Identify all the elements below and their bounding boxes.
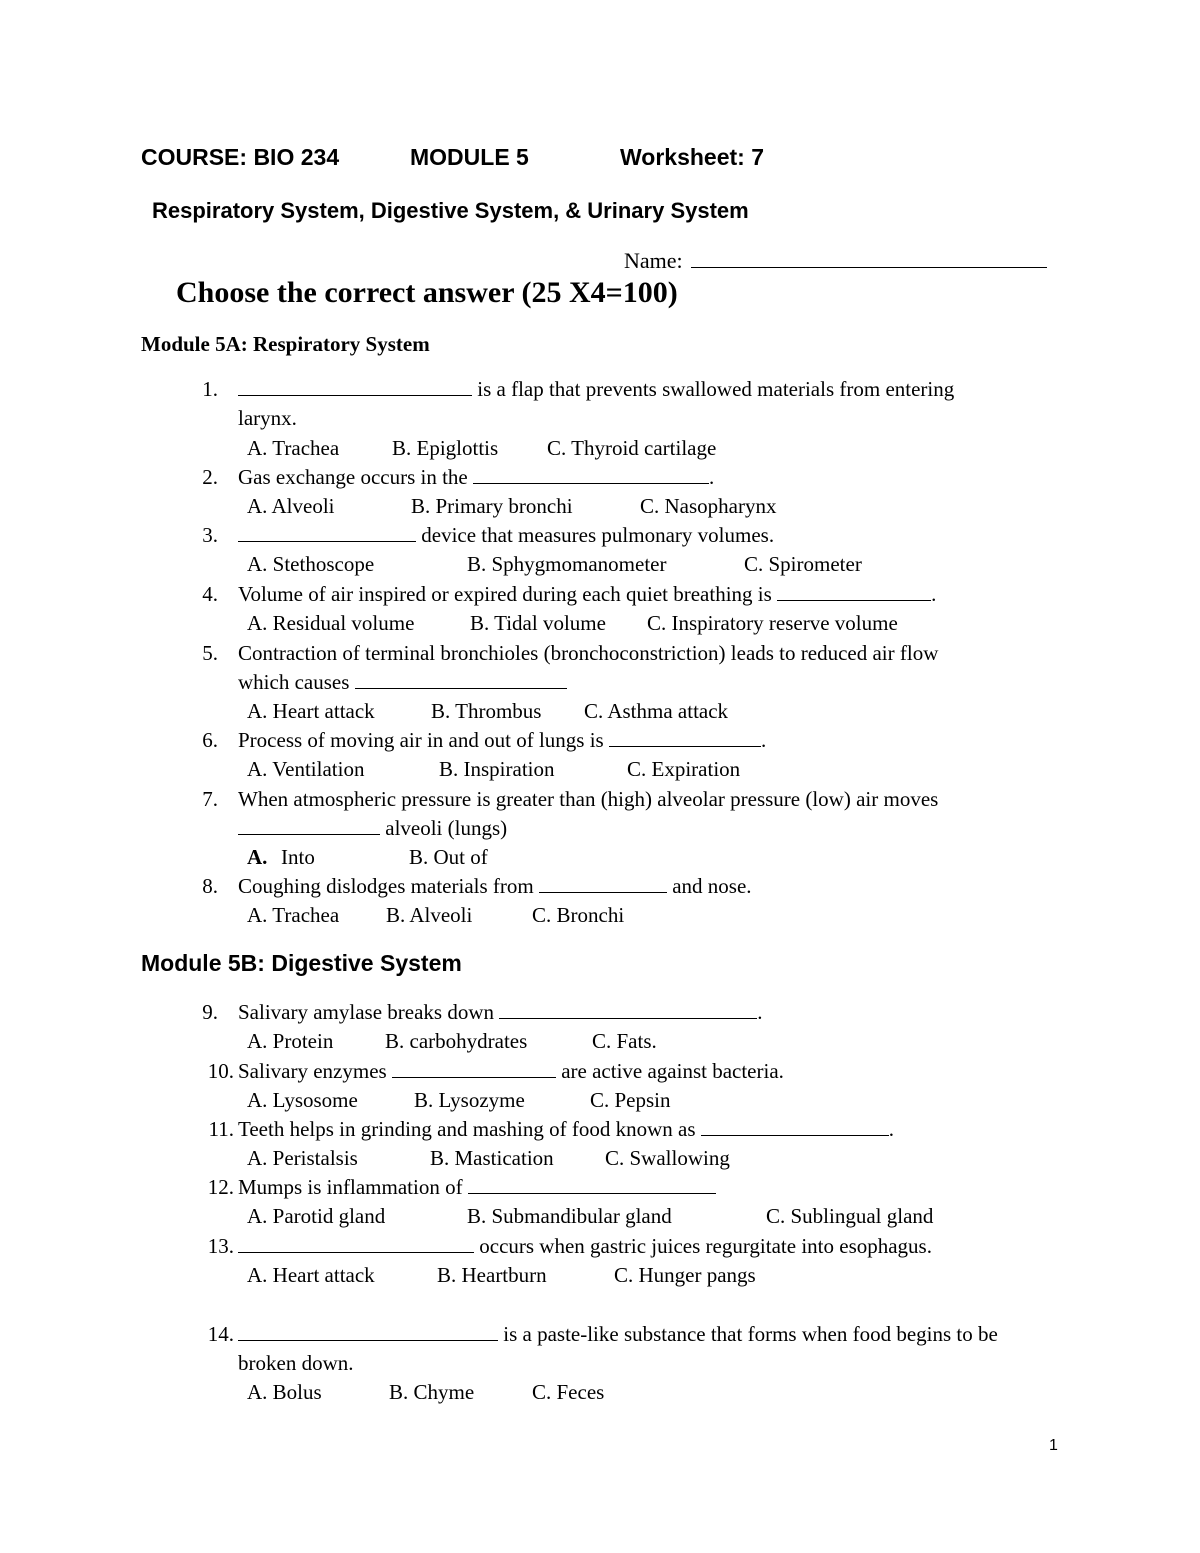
- option-c[interactable]: C. Asthma attack: [584, 699, 729, 723]
- option-a[interactable]: A. Lysosome: [247, 1088, 358, 1112]
- answer-blank[interactable]: [238, 377, 472, 396]
- option-b[interactable]: B. Tidal volume: [470, 611, 606, 635]
- answer-blank[interactable]: [238, 1322, 498, 1341]
- question-text: Teeth helps in grinding and mashing of food known as .: [238, 1117, 895, 1141]
- option-b[interactable]: B. Thrombus: [431, 699, 542, 723]
- question-text: is a paste-like substance that forms when food begins to be: [238, 1322, 998, 1347]
- option-a[interactable]: A. Heart attack: [247, 699, 375, 723]
- option-c[interactable]: C. Spirometer: [744, 552, 862, 576]
- answer-blank[interactable]: [777, 582, 931, 601]
- option-a[interactable]: A.: [247, 845, 268, 869]
- option-c[interactable]: C. Sublingual gland: [766, 1204, 934, 1228]
- answer-blank[interactable]: [609, 728, 761, 747]
- option-a[interactable]: A. Heart attack: [247, 1263, 375, 1287]
- option-b[interactable]: B. Lysozyme: [414, 1088, 525, 1112]
- question-text-continued: which causes: [238, 670, 567, 695]
- name-label: Name:: [624, 248, 683, 273]
- option-b[interactable]: B. Inspiration: [439, 757, 555, 781]
- question-number: 2.: [202, 465, 218, 489]
- option-c[interactable]: C. Inspiratory reserve volume: [647, 611, 898, 635]
- answer-blank[interactable]: [499, 1000, 757, 1019]
- option-a[interactable]: A. Protein: [247, 1029, 334, 1053]
- option-a[interactable]: A. Bolus: [247, 1380, 322, 1404]
- option-b[interactable]: B. Sphygmomanometer: [467, 552, 667, 576]
- worksheet-label: Worksheet: 7: [620, 144, 765, 170]
- option-c[interactable]: C. Feces: [532, 1380, 605, 1404]
- question-number: 8.: [202, 874, 218, 898]
- option-b[interactable]: B. Heartburn: [437, 1263, 547, 1287]
- question-text: Volume of air inspired or expired during each quiet breathing is .: [238, 582, 937, 606]
- option-c[interactable]: C. Expiration: [627, 757, 741, 781]
- section-title-digestive: Module 5B: Digestive System: [141, 950, 462, 976]
- answer-blank[interactable]: [238, 1234, 474, 1253]
- module-label: MODULE 5: [410, 144, 529, 170]
- question-number: 3.: [202, 523, 218, 547]
- answer-blank[interactable]: [468, 1175, 716, 1194]
- option-a[interactable]: A. Parotid gland: [247, 1204, 386, 1228]
- option-c[interactable]: C. Hunger pangs: [614, 1263, 756, 1287]
- option-b[interactable]: B. Chyme: [389, 1380, 475, 1404]
- question-number: 4.: [202, 582, 218, 606]
- answer-blank[interactable]: [355, 670, 567, 689]
- option-b[interactable]: B. carbohydrates: [385, 1029, 528, 1053]
- question-number: 1.: [202, 377, 218, 401]
- option-a[interactable]: A. Ventilation: [247, 757, 365, 781]
- option-b[interactable]: B. Epiglottis: [392, 436, 499, 460]
- question-number: 6.: [202, 728, 218, 752]
- worksheet-subtitle: Respiratory System, Digestive System, & Urinary System: [152, 198, 749, 223]
- option-c[interactable]: C. Nasopharynx: [640, 494, 777, 518]
- option-c[interactable]: C. Thyroid cartilage: [547, 436, 717, 460]
- answer-blank[interactable]: [539, 874, 667, 893]
- question-text: Salivary amylase breaks down .: [238, 1000, 763, 1024]
- question-number: 13.: [207, 1234, 234, 1258]
- question-text: When atmospheric pressure is greater than (high) alveolar pressure (low) air moves: [238, 787, 939, 811]
- question-number: 9.: [202, 1000, 218, 1024]
- option-c[interactable]: C. Swallowing: [605, 1146, 730, 1170]
- question-number: 11.: [208, 1117, 234, 1141]
- question-text: Process of moving air in and out of lungs is .: [238, 728, 767, 752]
- section-title-respiratory: Module 5A: Respiratory System: [141, 332, 430, 356]
- course-label: COURSE: BIO 234: [141, 144, 340, 170]
- question-number: 14.: [207, 1322, 234, 1346]
- option-b[interactable]: B. Primary bronchi: [411, 494, 573, 518]
- question-text-continued: larynx.: [238, 406, 297, 430]
- question-number: 10.: [207, 1059, 234, 1083]
- question-number: 5.: [202, 641, 218, 665]
- option-c[interactable]: C. Pepsin: [590, 1088, 671, 1112]
- question-text: Salivary enzymes are active against bacteria.: [238, 1059, 784, 1083]
- option-b[interactable]: B. Alveoli: [386, 903, 473, 927]
- answer-blank[interactable]: [473, 465, 709, 484]
- option-a-text[interactable]: Into: [281, 845, 315, 869]
- page-number: 1: [1049, 1437, 1058, 1454]
- option-a[interactable]: A. Trachea: [247, 436, 340, 460]
- instructions: Choose the correct answer (25 X4=100): [176, 276, 678, 309]
- question-text: device that measures pulmonary volumes.: [238, 523, 774, 548]
- question-text: is a flap that prevents swallowed materials from entering: [238, 377, 954, 402]
- option-a[interactable]: A. Trachea: [247, 903, 340, 927]
- answer-blank[interactable]: [238, 816, 380, 835]
- option-a[interactable]: A. Residual volume: [247, 611, 415, 635]
- question-text: Gas exchange occurs in the .: [238, 465, 715, 489]
- option-a[interactable]: A. Alveoli: [247, 494, 335, 518]
- question-number: 12.: [207, 1175, 234, 1199]
- option-c[interactable]: C. Bronchi: [532, 903, 625, 927]
- name-field[interactable]: [691, 247, 1047, 268]
- question-text: Contraction of terminal bronchioles (bronchoconstriction) leads to reduced air flow: [238, 641, 939, 665]
- answer-blank[interactable]: [701, 1117, 889, 1136]
- name-row: [624, 247, 1047, 274]
- answer-blank[interactable]: [238, 523, 416, 542]
- option-b[interactable]: B. Out of: [409, 845, 488, 869]
- question-text: occurs when gastric juices regurgitate into esophagus.: [238, 1234, 932, 1259]
- option-b[interactable]: B. Mastication: [430, 1146, 554, 1170]
- question-text: Coughing dislodges materials from and nose.: [238, 874, 752, 898]
- question-number: 7.: [202, 787, 218, 811]
- option-a[interactable]: A. Stethoscope: [247, 552, 375, 576]
- question-text: Mumps is inflammation of: [238, 1175, 716, 1200]
- option-a[interactable]: A. Peristalsis: [247, 1146, 358, 1170]
- question-text-continued: broken down.: [238, 1351, 354, 1375]
- option-b[interactable]: B. Submandibular gland: [467, 1204, 672, 1228]
- option-c[interactable]: C. Fats.: [592, 1029, 657, 1053]
- question-text-continued: alveoli (lungs): [238, 816, 507, 841]
- answer-blank[interactable]: [392, 1059, 556, 1078]
